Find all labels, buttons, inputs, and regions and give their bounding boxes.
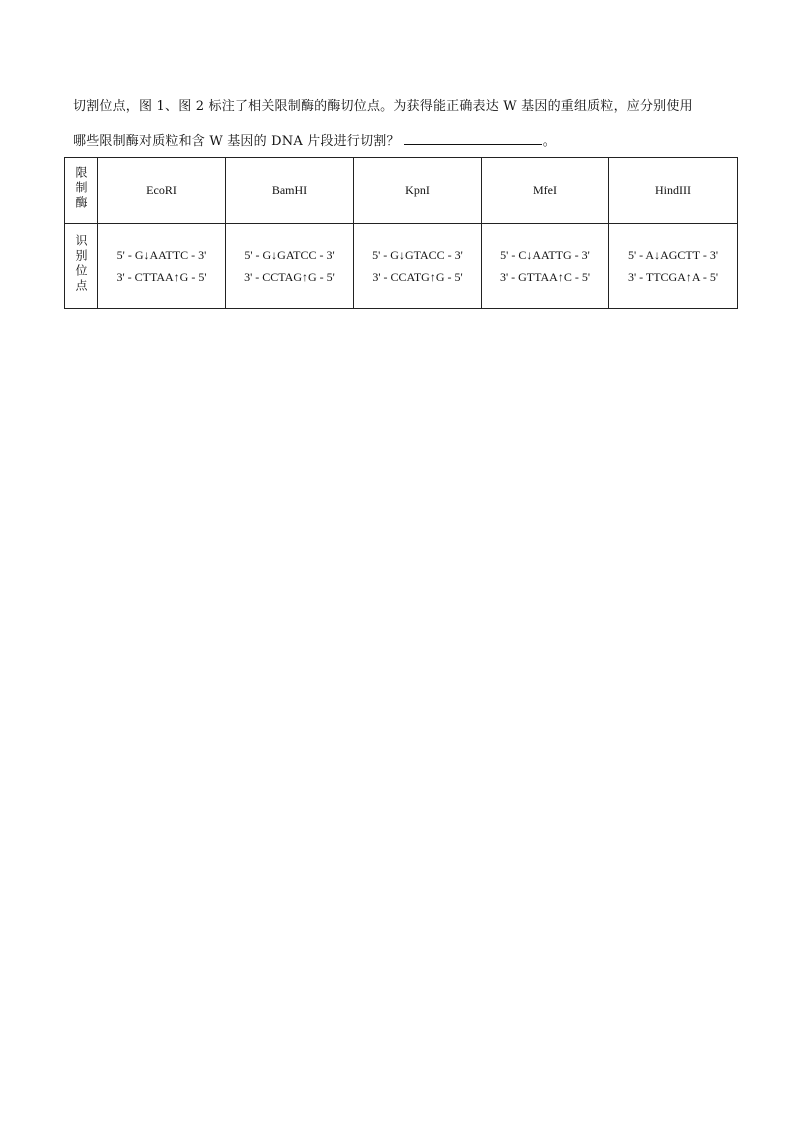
site-top-strand: 5' - A↓AGCTT - 3' — [627, 248, 719, 262]
site-bottom-strand: 3' - GTTAA↑C - 5' — [499, 270, 591, 284]
enzyme-name-hindiii: HindIII — [609, 158, 738, 224]
question-end-mark: 。 — [542, 134, 556, 149]
site-label: 识别位点 — [74, 234, 88, 294]
restriction-enzyme-table — [64, 157, 738, 309]
site-cell-bamhi — [226, 224, 354, 309]
site-top-strand: 5' - G↓GATCC - 3' — [244, 248, 335, 262]
site-top-strand: 5' - C↓AATTG - 3' — [500, 248, 590, 262]
question-line-2 — [73, 132, 556, 150]
enzyme-name-ecori: EcoRI — [98, 158, 226, 224]
answer-blank[interactable] — [404, 132, 542, 145]
site-cell-hindiii — [609, 224, 738, 309]
question-line-1: 切割位点，图 1、图 2 标注了相关限制酶的酶切位点。为获得能正确表达 W 基因的重组质粒，应分别使用 — [73, 99, 693, 114]
site-label-cell — [65, 224, 98, 309]
enzyme-name-kpni: KpnI — [354, 158, 482, 224]
enzyme-name-row — [65, 158, 738, 224]
site-bottom-strand: 3' - TTCGA↑A - 5' — [627, 270, 719, 284]
site-bottom-strand: 3' - CCTAG↑G - 5' — [244, 270, 335, 284]
site-bottom-strand: 3' - CCATG↑G - 5' — [372, 270, 463, 284]
site-cell-mfei — [482, 224, 609, 309]
site-top-strand: 5' - G↓AATTC - 3' — [116, 248, 207, 262]
site-cell-kpni — [354, 224, 482, 309]
enzyme-name-bamhi: BamHI — [226, 158, 354, 224]
site-top-strand: 5' - G↓GTACC - 3' — [372, 248, 463, 262]
recognition-site-row — [65, 224, 738, 309]
question-prompt: 哪些限制酶对质粒和含 W 基因的 DNA 片段进行切割？ — [73, 134, 400, 149]
site-cell-ecori — [98, 224, 226, 309]
site-bottom-strand: 3' - CTTAA↑G - 5' — [116, 270, 207, 284]
enzyme-name-mfei: MfeI — [482, 158, 609, 224]
header-label: 限制酶 — [74, 166, 88, 211]
header-label-cell — [65, 158, 98, 224]
